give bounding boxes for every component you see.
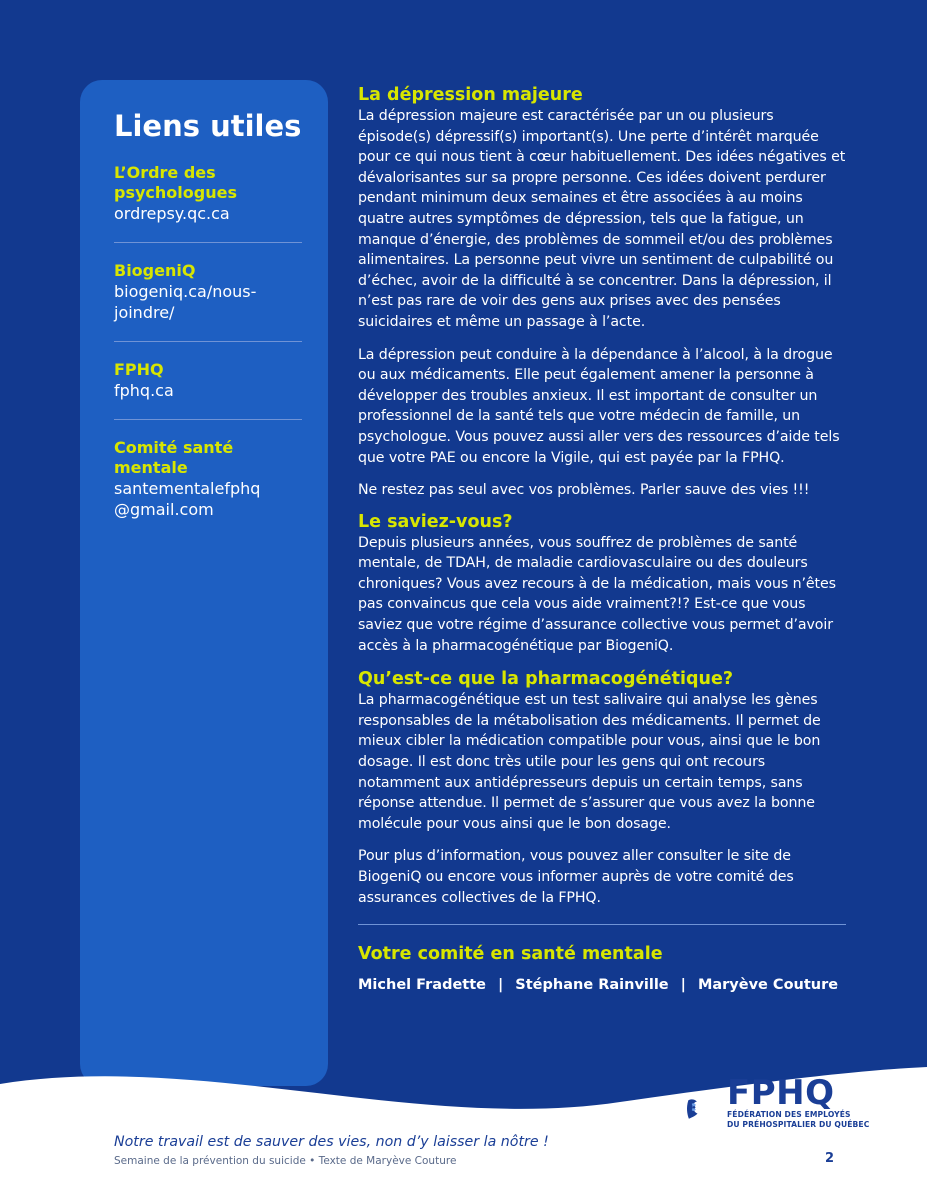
link-url[interactable]: ordrepsy.qc.ca	[114, 204, 230, 224]
section-title-depression: La dépression majeure	[358, 85, 583, 105]
logo-line: DU PRÉHOSPITALIER DU QUÉBEC	[727, 1119, 870, 1129]
fphq-logo	[727, 1073, 870, 1129]
link-url[interactable]: santementalefphq	[114, 479, 261, 499]
link-url[interactable]: fphq.ca	[114, 381, 174, 401]
separator: |	[680, 977, 686, 994]
link-url[interactable]: biogeniq.ca/nous-	[114, 282, 257, 302]
sidebar-title: Liens utiles	[114, 109, 302, 143]
paragraph: Ne restez pas seul avec vos problèmes. Parler sauve des vies !!!	[358, 482, 810, 499]
link-comite-sante-mentale	[114, 438, 302, 538]
paragraph: Pour plus d’information, vous pouvez aller consulter le site de BiogeniQ ou encore vous informer auprès de votre comité des assurances collectives de la FPHQ.	[358, 848, 794, 906]
section-title-pharmacogenetique: Qu’est-ce que la pharmacogénétique?	[358, 669, 734, 690]
link-name: BiogeniQ	[114, 261, 196, 281]
link-fphq	[114, 360, 302, 420]
separator: |	[498, 977, 504, 994]
link-ordre-psychologues	[114, 163, 302, 243]
link-name: FPHQ	[114, 360, 164, 380]
member-name: Michel Fradette	[358, 977, 486, 994]
footer-tagline: Notre travail est de sauver des vies, non d’y laisser la nôtre !	[114, 1134, 549, 1150]
member-name: Stéphane Rainville	[515, 977, 669, 994]
paragraph: La pharmacogénétique est un test salivaire qui analyse les gènes responsables de la métabolisation des médicaments. Il permet de mieux cibler la médication compatible pour vous, ainsi que le bon dosage. Il est donc très utile pour les gens qui ont recours notamment aux antidépresseurs depuis un certain temps, sans réponse attendue. Il permet de s’assurer que vous avez la bonne molécule pour vous ainsi que le bon dosage.	[358, 692, 821, 832]
link-name: L’Ordre des	[114, 163, 216, 183]
link-url[interactable]: @gmail.com	[114, 500, 214, 520]
divider	[358, 924, 846, 925]
fphq-logo-icon	[686, 1073, 732, 1145]
main-content	[358, 84, 848, 993]
footer-credits: Semaine de la prévention du suicide • Texte de Maryève Couture	[114, 1155, 457, 1167]
link-name: psychologues	[114, 183, 237, 203]
link-name: Comité santé mentale	[114, 438, 234, 478]
sidebar-useful-links	[80, 80, 328, 1086]
link-biogeniq	[114, 261, 302, 342]
committee-members	[358, 977, 848, 993]
paragraph: Depuis plusieurs années, vous souffrez de problèmes de santé mentale, de TDAH, de maladie cardiovasculaire ou des douleurs chroniques? Vous avez recours à de la médication, mais vous n’êtes pas convaincus que cela vous aide vraiment?!? Est-ce que vous saviez que votre régime d’assurance collective vous permet d’avoir accès à la pharmacogénétique par BiogeniQ.	[358, 534, 836, 654]
logo-line: FÉDÉRATION DES EMPLOYÉS	[727, 1110, 851, 1119]
link-url[interactable]: joindre/	[114, 303, 175, 323]
paragraph: La dépression majeure est caractérisée par un ou plusieurs épisode(s) dépressif(s) important(s). Une perte d’intérêt marquée pour ce qui nous tient à cœur habituellement. Des idées négatives et dévalorisantes sur sa propre personne. Ces idées doivent perdurer pendant minimum deux semaines et être associées à au moins quatre autres symptômes de dépression, tels que la fatigue, un manque d’énergie, des problèmes de sommeil et/ou des problèmes alimentaires. La personne peut vivre un sentiment de culpabilité ou d’échec, avoir de la difficulté à se concentrer. Dans la dépression, il n’est pas rare de voir des gens aux prises avec des pensées suicidaires et même un passage à l’acte.	[358, 108, 846, 330]
member-name: Maryève Couture	[697, 977, 839, 994]
committee-title: Votre comité en santé mentale	[358, 944, 663, 965]
page-number: 2	[825, 1151, 835, 1166]
logo-acronym: FPHQ	[727, 1073, 835, 1113]
section-title-saviez-vous: Le saviez-vous?	[358, 511, 513, 532]
paragraph: La dépression peut conduire à la dépendance à l’alcool, à la drogue ou aux médicaments. Elle peut également amener la personne à développer des troubles anxieux. Il est important de consulter un professionnel de la santé tels que votre médecin de famille, un psychologue. Vous pouvez aussi aller vers des ressources d’aide tels que votre PAE ou encore la Vigile, qui est payée par la FPHQ.	[358, 346, 840, 466]
